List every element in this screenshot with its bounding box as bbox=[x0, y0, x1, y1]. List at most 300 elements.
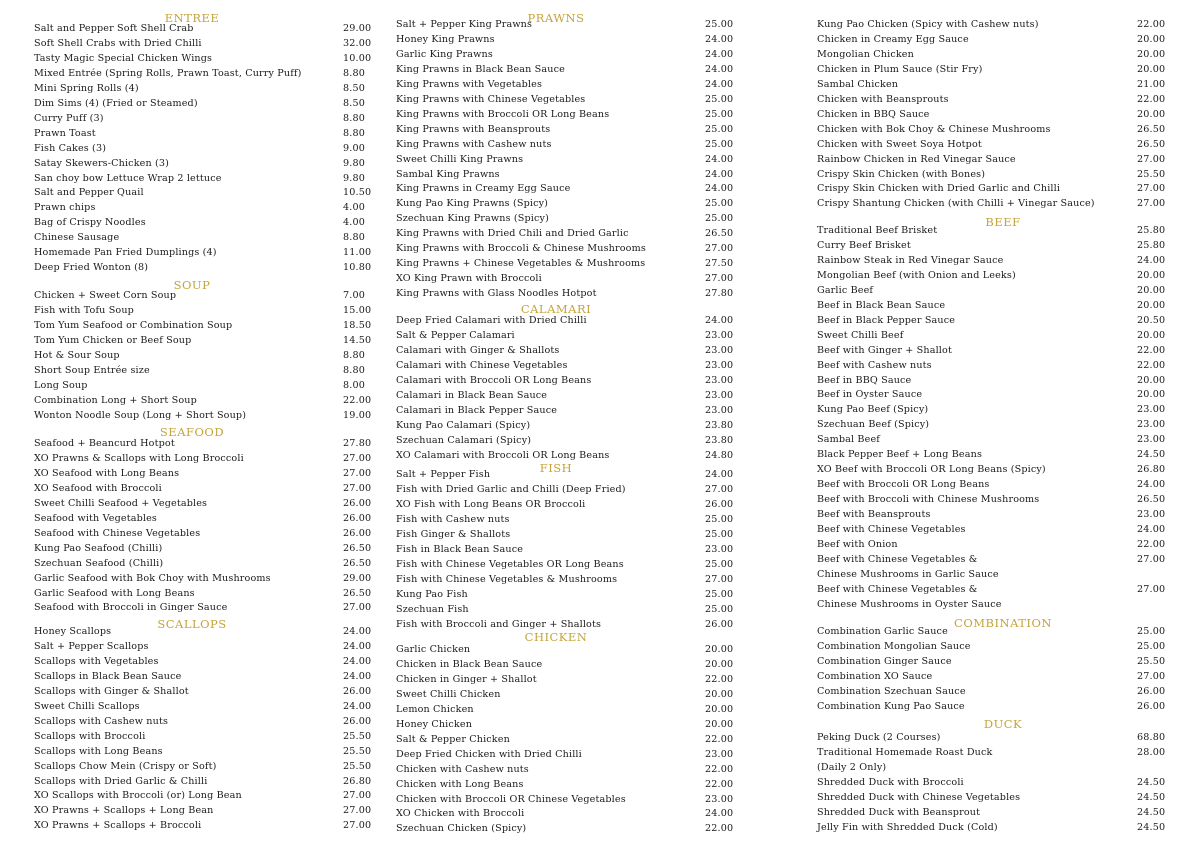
menu-item bbox=[34, 436, 383, 451]
menu-item-name: Chicken in Plum Sauce (Stir Fry) bbox=[817, 63, 983, 75]
menu-item bbox=[396, 821, 745, 836]
menu-item-name: Salt + Pepper King Prawns bbox=[396, 19, 533, 30]
menu-item-name: Salt and Pepper Quail bbox=[34, 187, 144, 199]
menu-item-price: 24.00 bbox=[343, 640, 372, 652]
menu-item bbox=[34, 21, 383, 36]
menu-item bbox=[396, 167, 745, 182]
menu-item-name: Salt & Pepper Chicken bbox=[396, 733, 510, 745]
menu-item-name: Jelly Fin with Shredded Duck (Cold) bbox=[817, 821, 998, 833]
menu-item-name: Combination Long + Short Soup bbox=[34, 394, 197, 406]
menu-item-name: Scallops in Black Bean Sauce bbox=[34, 670, 182, 682]
menu-item-price: 24.50 bbox=[1137, 791, 1166, 803]
menu-item-name: Crispy Skin Chicken with Dried Garlic and Chilli bbox=[817, 183, 1061, 195]
menu-item-price: 25.80 bbox=[1137, 239, 1166, 251]
menu-item-name: XO Calamari with Broccoli OR Long Beans bbox=[396, 449, 610, 461]
menu-item bbox=[34, 556, 383, 571]
menu-item-price: 24.50 bbox=[1137, 821, 1166, 833]
menu-item bbox=[34, 451, 383, 466]
menu-item bbox=[817, 122, 1177, 137]
menu-item-price: 27.00 bbox=[1137, 198, 1166, 210]
menu-item-name: Deep Fried Calamari with Dried Chilli bbox=[396, 315, 587, 326]
menu-item-price: 24.00 bbox=[705, 78, 734, 90]
menu-item-price: 22.00 bbox=[1137, 19, 1166, 30]
menu-item-price: 25.00 bbox=[705, 138, 734, 150]
menu-item-name: Mini Spring Rolls (4) bbox=[34, 82, 139, 94]
menu-item-name: Sweet Chilli King Prawns bbox=[396, 153, 524, 165]
menu-item-name: Kung Pao Beef (Spicy) bbox=[817, 404, 929, 416]
menu-item-name: Mongolian Chicken bbox=[817, 48, 914, 60]
menu-item-price: 27.00 bbox=[705, 483, 734, 495]
menu-item-name: Chicken in Black Bean Sauce bbox=[396, 658, 543, 670]
menu-item-name: Beef with Chinese Vegetables & bbox=[817, 553, 978, 565]
section-heading: SOUP bbox=[173, 278, 211, 292]
menu-item-price: 24.00 bbox=[1137, 254, 1166, 266]
menu-item bbox=[396, 181, 745, 196]
menu-item bbox=[396, 32, 745, 47]
menu-item-price: 25.00 bbox=[705, 93, 734, 105]
menu-item-name: Curry Puff (3) bbox=[34, 112, 104, 124]
menu-item-price: 24.80 bbox=[705, 449, 734, 461]
menu-item bbox=[817, 624, 1177, 639]
menu-item-name: Fish in Black Bean Sauce bbox=[396, 543, 524, 555]
menu-item-price: 27.00 bbox=[1137, 183, 1166, 195]
menu-item-price: 24.00 bbox=[705, 315, 734, 326]
menu-item-name: King Prawns in Creamy Egg Sauce bbox=[396, 183, 571, 195]
menu-item-name: Kung Pao Fish bbox=[396, 588, 468, 600]
menu-item-price: 8.00 bbox=[343, 379, 365, 391]
menu-item-price: 24.00 bbox=[705, 183, 734, 195]
menu-item-name: Chicken in Creamy Egg Sauce bbox=[817, 33, 969, 45]
menu-item-price: 10.50 bbox=[343, 187, 372, 199]
menu-item-name: Calamari with Ginger & Shallots bbox=[396, 344, 560, 356]
menu-item bbox=[817, 820, 1177, 835]
menu-item-price: 26.00 bbox=[343, 715, 372, 727]
menu-item-name: Garlic Chicken bbox=[396, 644, 471, 655]
menu-item bbox=[396, 792, 745, 807]
menu-item-name: Beef with Chinese Vegetables bbox=[817, 524, 966, 535]
menu-item-name: King Prawns with Broccoli & Chinese Mushrooms bbox=[396, 243, 646, 255]
menu-item-name: Tasty Magic Special Chicken Wings bbox=[34, 52, 213, 64]
menu-item bbox=[396, 286, 745, 301]
menu-item-price: 8.50 bbox=[343, 82, 365, 94]
menu-item-price: 8.80 bbox=[343, 67, 365, 79]
menu-item-name: Beef with Chinese Vegetables & bbox=[817, 583, 978, 595]
menu-item-price: 22.00 bbox=[705, 733, 734, 745]
menu-item-name: Seafood with Chinese Vegetables bbox=[34, 527, 201, 539]
menu-item-name: Chicken with Broccoli OR Chinese Vegetables bbox=[396, 793, 626, 805]
menu-item-price: 23.00 bbox=[705, 359, 734, 371]
menu-item bbox=[817, 552, 1177, 567]
menu-item-name: Szechuan Fish bbox=[396, 603, 469, 615]
menu-item-price: 22.00 bbox=[705, 673, 734, 685]
menu-item-name: Fish with Dried Garlic and Chilli (Deep Fried) bbox=[396, 483, 626, 495]
menu-item bbox=[817, 730, 1177, 745]
menu-item bbox=[817, 447, 1177, 462]
menu-item-name: Scallops Chow Mein (Crispy or Soft) bbox=[34, 760, 217, 772]
menu-item-price: 25.00 bbox=[705, 123, 734, 135]
menu-item-price: 27.00 bbox=[1137, 153, 1166, 165]
menu-item-price: 26.50 bbox=[343, 557, 372, 569]
menu-item-price: 8.80 bbox=[343, 349, 365, 361]
menu-item bbox=[34, 541, 383, 556]
menu-item-name: King Prawns in Black Bean Sauce bbox=[396, 63, 565, 75]
menu-item-price: 10.80 bbox=[343, 262, 372, 274]
menu-item-name: XO Seafood with Long Beans bbox=[34, 467, 180, 479]
menu-item bbox=[34, 481, 383, 496]
menu-item bbox=[817, 582, 1177, 597]
menu-item-price: 8.80 bbox=[343, 364, 365, 376]
menu-item-name: Seafood with Broccoli in Ginger Sauce bbox=[34, 602, 228, 614]
menu-item-name: Garlic Seafood with Long Beans bbox=[34, 587, 195, 599]
menu-item bbox=[396, 47, 745, 62]
menu-item bbox=[34, 818, 383, 833]
menu-item-price: 20.00 bbox=[1137, 48, 1166, 60]
menu-item-price: 23.80 bbox=[705, 419, 734, 431]
menu-item-name: Combination Garlic Sauce bbox=[817, 626, 948, 637]
menu-item-price: 25.50 bbox=[343, 730, 372, 742]
menu-item-price: 20.00 bbox=[705, 658, 734, 670]
menu-item bbox=[396, 527, 745, 542]
menu-item-name: Chicken + Sweet Corn Soup bbox=[34, 290, 177, 301]
menu-item-name: Rainbow Chicken in Red Vinegar Sauce bbox=[817, 153, 1016, 165]
menu-item bbox=[396, 77, 745, 92]
menu-item bbox=[34, 185, 383, 200]
menu-item-price: 24.00 bbox=[705, 63, 734, 75]
menu-item-price: 26.50 bbox=[1137, 123, 1166, 135]
menu-item-price: 26.50 bbox=[1137, 138, 1166, 150]
menu-item bbox=[817, 387, 1177, 402]
menu-item bbox=[817, 745, 1177, 760]
menu-item-price: 25.50 bbox=[1137, 655, 1166, 667]
menu-item-price: 20.00 bbox=[705, 718, 734, 730]
menu-item-price: 27.00 bbox=[343, 452, 372, 464]
menu-item bbox=[396, 587, 745, 602]
menu-item-name: Garlic Seafood with Bok Choy with Mushrooms bbox=[34, 572, 271, 584]
menu-item-name: Chinese Mushrooms in Garlic Sauce bbox=[817, 568, 999, 580]
menu-item-name: King Prawns with Vegetables bbox=[396, 78, 543, 90]
menu-item bbox=[396, 17, 745, 32]
menu-item-price: 22.00 bbox=[705, 763, 734, 775]
menu-item-price: 23.00 bbox=[705, 404, 734, 416]
menu-item bbox=[34, 215, 383, 230]
menu-item-price: 25.00 bbox=[705, 528, 734, 540]
menu-item-price: 26.00 bbox=[705, 498, 734, 510]
menu-item-name: King Prawns with Glass Noodles Hotpot bbox=[396, 288, 597, 300]
menu-item bbox=[396, 642, 745, 657]
menu-item-price: 26.50 bbox=[343, 587, 372, 599]
menu-item bbox=[396, 747, 745, 762]
menu-item-name: Calamari in Black Pepper Sauce bbox=[396, 404, 558, 416]
menu-item bbox=[396, 702, 745, 717]
menu-item bbox=[817, 181, 1177, 196]
menu-item-name: Fish with Chinese Vegetables & Mushrooms bbox=[396, 573, 618, 585]
menu-item bbox=[34, 571, 383, 586]
menu-item-price: 24.50 bbox=[1137, 776, 1166, 788]
menu-item-name: Sweet Chilli Chicken bbox=[396, 688, 501, 700]
menu-item-price: 32.00 bbox=[343, 37, 372, 49]
menu-item-name: Szechuan King Prawns (Spicy) bbox=[396, 213, 549, 225]
menu-item-name: Crispy Shantung Chicken (with Chilli + Vinegar Sauce) bbox=[817, 198, 1095, 210]
menu-item-name: Honey King Prawns bbox=[396, 33, 495, 45]
menu-item bbox=[396, 806, 745, 821]
menu-item-name: Honey Chicken bbox=[396, 718, 473, 730]
menu-item-price: 23.00 bbox=[705, 329, 734, 341]
menu-item-price: 20.00 bbox=[1137, 284, 1166, 296]
menu-item-name: Seafood with Vegetables bbox=[34, 512, 158, 524]
menu-item bbox=[817, 402, 1177, 417]
menu-item-name: Scallops with Ginger & Shallot bbox=[34, 685, 189, 697]
menu-item bbox=[817, 107, 1177, 122]
menu-item-name: Combination Ginger Sauce bbox=[817, 655, 952, 667]
menu-item bbox=[817, 47, 1177, 62]
menu-item bbox=[817, 283, 1177, 298]
menu-item-price: 27.80 bbox=[343, 438, 372, 449]
section-heading: ENTREE bbox=[164, 11, 220, 25]
menu-item-price: 24.50 bbox=[1137, 449, 1166, 461]
menu-item-name: (Daily 2 Only) bbox=[817, 761, 887, 773]
menu-item-name: Lemon Chicken bbox=[396, 703, 474, 715]
menu-item-name: Chinese Mushrooms in Oyster Sauce bbox=[817, 598, 1002, 610]
menu-item-price: 25.00 bbox=[705, 19, 734, 30]
menu-item-price: 21.00 bbox=[1137, 78, 1166, 90]
menu-item-price: 27.00 bbox=[343, 467, 372, 479]
menu-item-name: King Prawns with Beansprouts bbox=[396, 123, 551, 135]
menu-item bbox=[396, 196, 745, 211]
section-heading: CHICKEN bbox=[524, 630, 588, 644]
menu-item-name: King Prawns with Cashew nuts bbox=[396, 138, 552, 150]
menu-item-price: 20.50 bbox=[1137, 314, 1166, 326]
menu-item-price: 25.00 bbox=[1137, 640, 1166, 652]
menu-item bbox=[396, 467, 745, 482]
menu-item-price: 26.50 bbox=[343, 542, 372, 554]
menu-item bbox=[34, 684, 383, 699]
menu-item bbox=[817, 805, 1177, 820]
menu-item bbox=[817, 775, 1177, 790]
menu-item bbox=[34, 156, 383, 171]
menu-item bbox=[34, 230, 383, 245]
menu-item-price: 23.00 bbox=[1137, 404, 1166, 416]
menu-item-name: Deep Fried Wonton (8) bbox=[34, 262, 149, 274]
menu-item-price: 28.00 bbox=[1137, 746, 1166, 758]
menu-item bbox=[396, 271, 745, 286]
menu-item-name: XO Prawns & Scallops with Long Broccoli bbox=[34, 452, 244, 464]
menu-item-name: XO Seafood with Broccoli bbox=[34, 482, 162, 494]
menu-item-price: 25.50 bbox=[1137, 168, 1166, 180]
menu-item-price: 27.00 bbox=[705, 243, 734, 255]
menu-item bbox=[34, 600, 383, 615]
menu-item-name: Dim Sims (4) (Fried or Steamed) bbox=[34, 97, 198, 109]
menu-item-price: 26.00 bbox=[343, 685, 372, 697]
menu-item bbox=[34, 729, 383, 744]
menu-item-name: Mixed Entrée (Spring Rolls, Prawn Toast, Curry Puff) bbox=[34, 67, 302, 79]
menu-item bbox=[34, 318, 383, 333]
menu-item bbox=[396, 343, 745, 358]
menu-item bbox=[34, 408, 383, 423]
menu-item-name: Chinese Sausage bbox=[34, 232, 120, 244]
menu-item-price: 26.00 bbox=[343, 497, 372, 509]
menu-item bbox=[396, 687, 745, 702]
menu-item-price: 24.00 bbox=[705, 168, 734, 180]
menu-item-price: 9.80 bbox=[343, 172, 365, 184]
menu-item-name: XO Prawns + Scallops + Broccoli bbox=[34, 820, 202, 832]
menu-item-price: 20.00 bbox=[1137, 33, 1166, 45]
menu-item-name: Calamari with Chinese Vegetables bbox=[396, 359, 568, 371]
menu-item-name: King Prawns + Chinese Vegetables & Mushrooms bbox=[396, 258, 646, 270]
menu-item-price: 29.00 bbox=[343, 572, 372, 584]
menu-item bbox=[34, 200, 383, 215]
menu-item bbox=[396, 672, 745, 687]
menu-item-price: 23.80 bbox=[705, 434, 734, 446]
menu-item-price: 9.80 bbox=[343, 157, 365, 169]
menu-item-name: Traditional Homemade Roast Duck bbox=[817, 746, 993, 758]
menu-item-price: 18.50 bbox=[343, 319, 372, 331]
menu-item-name: Szechuan Seafood (Chilli) bbox=[34, 557, 164, 569]
menu-item bbox=[817, 462, 1177, 477]
section-heading: FISH bbox=[539, 461, 573, 475]
menu-item-price: 24.00 bbox=[705, 33, 734, 45]
menu-item-price: 24.00 bbox=[343, 670, 372, 682]
menu-item-price: 26.80 bbox=[1137, 464, 1166, 476]
menu-item-name: Fish with Broccoli and Ginger + Shallots bbox=[396, 618, 602, 630]
menu-item-price: 27.00 bbox=[343, 602, 372, 614]
menu-item-name: King Prawns with Broccoli OR Long Beans bbox=[396, 108, 610, 120]
menu-item-price: 25.50 bbox=[343, 745, 372, 757]
menu-item-name: Fish Ginger & Shallots bbox=[396, 528, 511, 540]
menu-item bbox=[817, 268, 1177, 283]
menu-item-price: 23.00 bbox=[1137, 419, 1166, 431]
menu-item-name: Tom Yum Seafood or Combination Soup bbox=[34, 319, 233, 331]
menu-item bbox=[817, 567, 1177, 582]
menu-item-price: 25.00 bbox=[705, 513, 734, 525]
section-heading: SCALLOPS bbox=[157, 617, 227, 631]
menu-item-price: 4.00 bbox=[343, 217, 365, 229]
menu-item-price: 20.00 bbox=[1137, 63, 1166, 75]
menu-item bbox=[817, 196, 1177, 211]
menu-item-price: 26.00 bbox=[1137, 700, 1166, 712]
menu-item bbox=[34, 96, 383, 111]
menu-item-name: Chicken in Ginger + Shallot bbox=[396, 673, 537, 685]
menu-item bbox=[34, 260, 383, 275]
menu-item-price: 23.00 bbox=[705, 748, 734, 760]
menu-item bbox=[396, 107, 745, 122]
menu-item bbox=[817, 328, 1177, 343]
menu-item-price: 4.00 bbox=[343, 202, 365, 214]
menu-item-name: Scallops with Vegetables bbox=[34, 655, 159, 667]
menu-item-name: Szechuan Beef (Spicy) bbox=[817, 419, 930, 431]
menu-item-price: 23.00 bbox=[705, 344, 734, 356]
menu-item bbox=[817, 537, 1177, 552]
menu-item-price: 25.50 bbox=[343, 760, 372, 772]
menu-item bbox=[34, 141, 383, 156]
menu-item-price: 19.00 bbox=[343, 409, 372, 421]
menu-item-name: Kung Pao Seafood (Chilli) bbox=[34, 542, 163, 554]
menu-item bbox=[396, 572, 745, 587]
menu-item-name: Prawn Toast bbox=[34, 127, 96, 139]
menu-item-name: Sweet Chilli Scallops bbox=[34, 700, 140, 712]
menu-item-name: Bag of Crispy Noodles bbox=[34, 217, 146, 229]
menu-item bbox=[817, 137, 1177, 152]
menu-item-price: 20.00 bbox=[1137, 329, 1166, 341]
menu-item-name: Beef with Ginger + Shallot bbox=[817, 344, 952, 356]
menu-item-name: Honey Scallops bbox=[34, 626, 112, 637]
menu-item-price: 27.00 bbox=[343, 790, 372, 802]
menu-item-price: 15.00 bbox=[343, 304, 372, 316]
menu-item-price: 27.00 bbox=[343, 805, 372, 817]
menu-item-name: Scallops with Cashew nuts bbox=[34, 715, 169, 727]
menu-item-price: 27.50 bbox=[705, 258, 734, 270]
menu-item-name: Crispy Skin Chicken (with Bones) bbox=[817, 168, 986, 180]
section-heading: CALAMARI bbox=[520, 302, 592, 316]
menu-item-name: Chicken with Bok Choy & Chinese Mushrooms bbox=[817, 123, 1051, 135]
menu-item-name: Homemade Pan Fried Dumplings (4) bbox=[34, 247, 217, 259]
menu-item-price: 24.00 bbox=[343, 655, 372, 667]
menu-item-name: Fish Cakes (3) bbox=[34, 142, 107, 154]
menu-item bbox=[34, 81, 383, 96]
menu-item-name: Chicken with Cashew nuts bbox=[396, 763, 529, 775]
menu-item bbox=[396, 226, 745, 241]
menu-item-price: 27.00 bbox=[1137, 670, 1166, 682]
menu-item-name: Beef in BBQ Sauce bbox=[817, 374, 912, 386]
menu-item-price: 24.00 bbox=[705, 48, 734, 60]
menu-item-name: XO King Prawn with Broccoli bbox=[396, 273, 542, 285]
menu-item-price: 7.00 bbox=[343, 290, 365, 301]
menu-item-name: Sweet Chilli Beef bbox=[817, 329, 904, 341]
menu-item-name: Salt + Pepper Fish bbox=[396, 469, 491, 480]
menu-item-price: 14.50 bbox=[343, 334, 372, 346]
menu-item-price: 8.80 bbox=[343, 232, 365, 244]
menu-item-price: 27.00 bbox=[1137, 553, 1166, 565]
menu-item-name: Sambal Chicken bbox=[817, 78, 899, 90]
menu-item bbox=[34, 466, 383, 481]
menu-item bbox=[817, 32, 1177, 47]
menu-item-price: 22.00 bbox=[705, 778, 734, 790]
menu-item-name: XO Prawns + Scallops + Long Bean bbox=[34, 805, 214, 817]
menu-item bbox=[34, 669, 383, 684]
menu-item-name: Prawn chips bbox=[34, 202, 96, 214]
menu-item-price: 24.00 bbox=[343, 700, 372, 712]
menu-item bbox=[817, 92, 1177, 107]
menu-item-price: 10.00 bbox=[343, 52, 372, 64]
menu-item bbox=[34, 511, 383, 526]
menu-item-name: Combination XO Sauce bbox=[817, 670, 933, 682]
menu-item-name: Combination Szechuan Sauce bbox=[817, 685, 966, 697]
menu-item bbox=[34, 803, 383, 818]
menu-item-name: XO Beef with Broccoli OR Long Beans (Spicy) bbox=[817, 464, 1046, 476]
menu-item bbox=[817, 432, 1177, 447]
menu-item bbox=[34, 774, 383, 789]
menu-item-price: 25.00 bbox=[1137, 626, 1166, 637]
menu-item-name: Combination Mongolian Sauce bbox=[817, 640, 971, 652]
menu-item bbox=[34, 333, 383, 348]
menu-item bbox=[34, 496, 383, 511]
menu-item-name: Beef with Broccoli with Chinese Mushrooms bbox=[817, 494, 1040, 506]
menu-item-price: 8.80 bbox=[343, 127, 365, 139]
menu-item bbox=[817, 684, 1177, 699]
menu-item-name: Short Soup Entrée size bbox=[34, 364, 150, 376]
section-heading: BEEF bbox=[985, 215, 1021, 229]
menu-item bbox=[396, 657, 745, 672]
menu-item-name: Long Soup bbox=[34, 379, 88, 391]
menu-item-price: 8.50 bbox=[343, 97, 365, 109]
menu-item-name: Beef with Beansprouts bbox=[817, 509, 931, 521]
menu-item-name: Kung Pao Calamari (Spicy) bbox=[396, 419, 531, 431]
menu-item bbox=[396, 512, 745, 527]
menu-item-name: Garlic Beef bbox=[817, 284, 874, 296]
menu-item-name: Deep Fried Chicken with Dried Chilli bbox=[396, 748, 582, 760]
menu-item-name: Scallops with Long Beans bbox=[34, 745, 163, 757]
menu-item bbox=[817, 152, 1177, 167]
menu-item bbox=[396, 373, 745, 388]
